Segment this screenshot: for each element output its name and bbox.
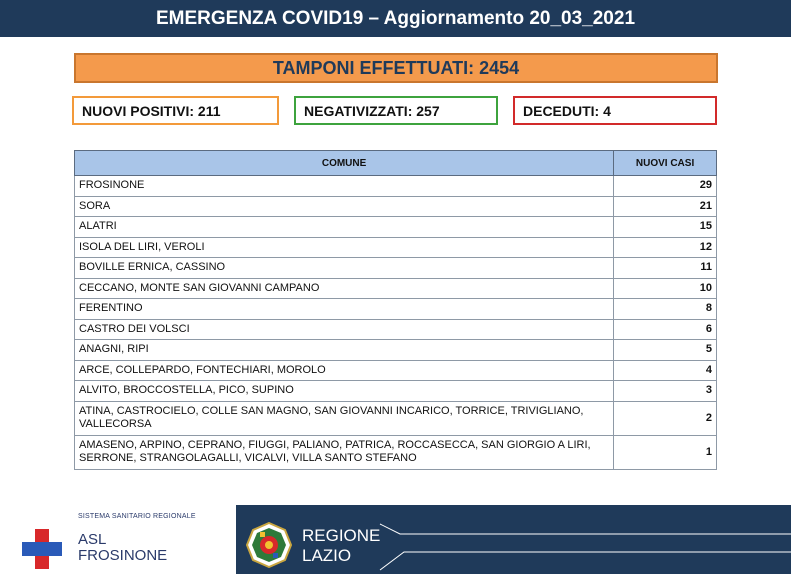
- casi-cell: 1: [614, 435, 717, 469]
- asl-line2: FROSINONE: [78, 547, 168, 564]
- table-row: [75, 319, 717, 340]
- comune-cell: ALATRI: [75, 217, 614, 238]
- lazio-logo-text: [302, 526, 380, 566]
- lazio-line2: LAZIO: [302, 546, 352, 565]
- comune-cell: ARCE, COLLEPARDO, FONTECHIARI, MOROLO: [75, 360, 614, 381]
- table-row: [75, 360, 717, 381]
- negativizzati-box: NEGATIVIZZATI: 257: [294, 96, 498, 125]
- lazio-line1: REGIONE: [302, 526, 381, 545]
- asl-line1: ASL: [78, 531, 107, 548]
- casi-cell: 10: [614, 278, 717, 299]
- table-row: [75, 381, 717, 402]
- table-row: [75, 401, 717, 435]
- casi-cell: 12: [614, 237, 717, 258]
- deceduti-box: DECEDUTI: 4: [513, 96, 717, 125]
- table-row: [75, 340, 717, 361]
- casi-cell: 3: [614, 381, 717, 402]
- page-title: EMERGENZA COVID19 – Aggiornamento 20_03_2021: [0, 0, 791, 37]
- lazio-emblem-icon: [246, 522, 292, 568]
- casi-cell: 21: [614, 196, 717, 217]
- casi-cell: 15: [614, 217, 717, 238]
- table-row: [75, 217, 717, 238]
- casi-cell: 2: [614, 401, 717, 435]
- tamponi-banner: TAMPONI EFFETTUATI: 2454: [74, 53, 718, 83]
- comune-cell: FERENTINO: [75, 299, 614, 320]
- comune-cell: FROSINONE: [75, 176, 614, 197]
- comune-cell: ATINA, CASTROCIELO, COLLE SAN MAGNO, SAN GIOVANNI INCARICO, TORRICE, TRIVIGLIANO, VALLECORSA: [75, 401, 614, 435]
- casi-cell: 6: [614, 319, 717, 340]
- comune-cell: AMASENO, ARPINO, CEPRANO, FIUGGI, PALIANO, PATRICA, ROCCASECCA, SAN GIORGIO A LIRI, SERRONE, STRANGOLAGALLI, VICALVI, VILLA SANTO STEFANO: [75, 435, 614, 469]
- comune-cell: SORA: [75, 196, 614, 217]
- asl-logo-text: [78, 532, 167, 564]
- comune-cell: BOVILLE ERNICA, CASSINO: [75, 258, 614, 279]
- comune-cell: CASTRO DEI VOLSCI: [75, 319, 614, 340]
- casi-cell: 5: [614, 340, 717, 361]
- nuovi-positivi-box: NUOVI POSITIVI: 211: [72, 96, 279, 125]
- table-row: [75, 237, 717, 258]
- asl-cross-icon: [22, 529, 62, 569]
- table-header-row: [75, 151, 717, 176]
- nuovi-casi-header: NUOVI CASI: [614, 151, 717, 176]
- comune-cell: ISOLA DEL LIRI, VEROLI: [75, 237, 614, 258]
- casi-cell: 4: [614, 360, 717, 381]
- table-row: [75, 196, 717, 217]
- table-row: [75, 435, 717, 469]
- comune-cell: ALVITO, BROCCOSTELLA, PICO, SUPINO: [75, 381, 614, 402]
- table-row: [75, 258, 717, 279]
- comuni-table: [74, 150, 717, 470]
- table-row: [75, 278, 717, 299]
- casi-cell: 8: [614, 299, 717, 320]
- casi-cell: 11: [614, 258, 717, 279]
- comune-header: COMUNE: [75, 151, 614, 176]
- table-row: [75, 299, 717, 320]
- table-row: [75, 176, 717, 197]
- casi-cell: 29: [614, 176, 717, 197]
- asl-tagline: SISTEMA SANITARIO REGIONALE: [78, 513, 196, 520]
- comune-cell: ANAGNI, RIPI: [75, 340, 614, 361]
- comune-cell: CECCANO, MONTE SAN GIOVANNI CAMPANO: [75, 278, 614, 299]
